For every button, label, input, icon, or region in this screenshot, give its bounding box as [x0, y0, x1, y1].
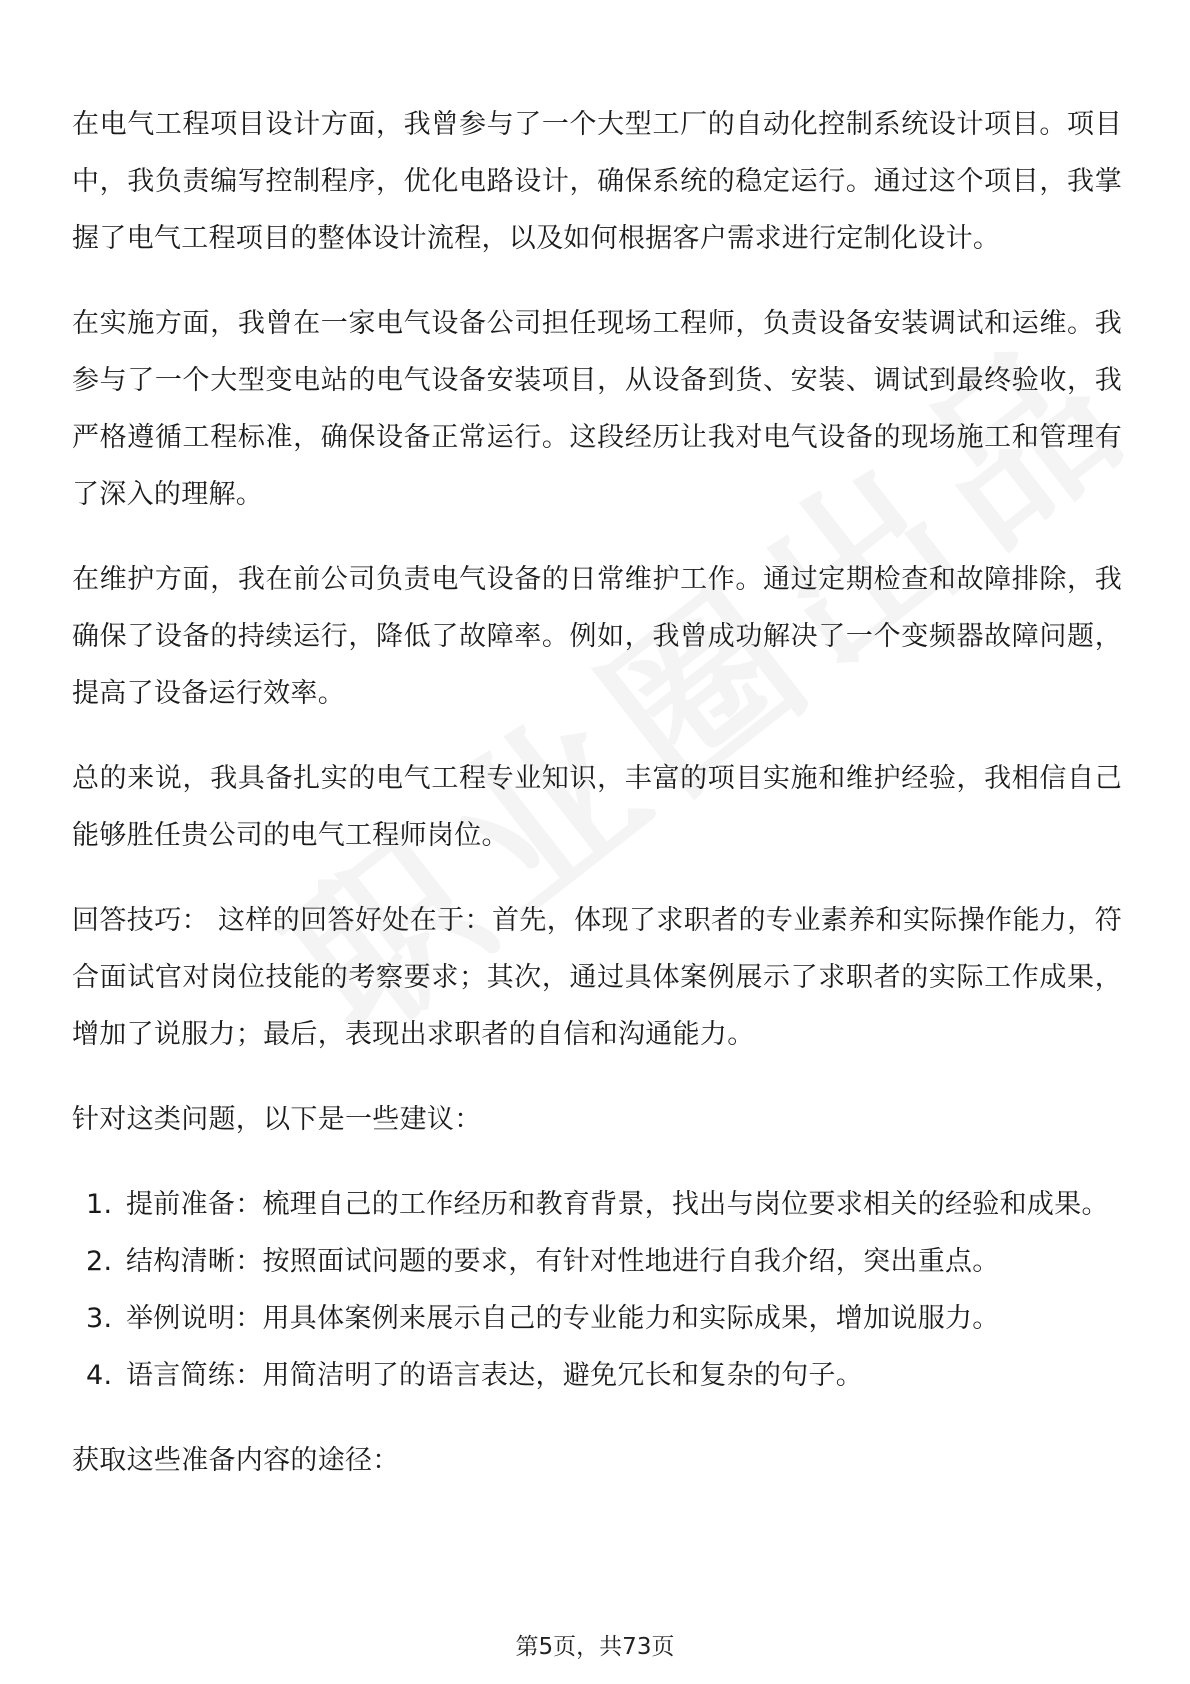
suggestion-list	[72, 1176, 1122, 1404]
list-item	[72, 1347, 1122, 1404]
list-item-number: 4.	[86, 1360, 113, 1391]
list-item	[72, 1176, 1122, 1233]
paragraph-closing: 获取这些准备内容的途径：	[72, 1445, 400, 1476]
paragraph-suggestions-intro: 针对这类问题，以下是一些建议：	[72, 1104, 482, 1135]
list-item-text: 结构清晰：按照面试问题的要求，有针对性地进行自我介绍，突出重点。	[126, 1246, 1000, 1277]
list-item-text: 语言简练：用简洁明了的语言表达，避免冗长和复杂的句子。	[126, 1360, 864, 1391]
list-item-text: 举例说明：用具体案例来展示自己的专业能力和实际成果，增加说服力。	[126, 1303, 1000, 1334]
list-item	[72, 1233, 1122, 1290]
page-number-footer: 第5页，共73页	[515, 1634, 675, 1660]
paragraph-design: 在电气工程项目设计方面，我曾参与了一个大型工厂的自动化控制系统设计项目。项目中，我负责编写控制程序，优化电路设计，确保系统的稳定运行。通过这个项目，我掌握了电气工程项目的整体设计流程，以及如何根据客户需求进行定制化设计。	[72, 109, 1122, 254]
paragraph-implementation: 在实施方面，我曾在一家电气设备公司担任现场工程师，负责设备安装调试和运维。我参与了一个大型变电站的电气设备安装项目，从设备到货、安装、调试到最终验收，我严格遵循工程标准，确保设备正常运行。这段经历让我对电气设备的现场施工和管理有了深入的理解。	[72, 308, 1122, 510]
list-item-number: 3.	[86, 1303, 113, 1334]
list-item-text: 提前准备：梳理自己的工作经历和教育背景，找出与岗位要求相关的经验和成果。	[126, 1189, 1109, 1220]
list-item-number: 2.	[86, 1246, 113, 1277]
paragraph-answer-tips: 回答技巧： 这样的回答好处在于：首先，体现了求职者的专业素养和实际操作能力，符合面试官对岗位技能的考察要求；其次，通过具体案例展示了求职者的实际工作成果，增加了说服力；最后，表现出求职者的自信和沟通能力。	[72, 905, 1122, 1050]
list-item	[72, 1290, 1122, 1347]
list-item-number: 1.	[86, 1189, 113, 1220]
paragraph-summary: 总的来说，我具备扎实的电气工程专业知识，丰富的项目实施和维护经验，我相信自己能够胜任贵公司的电气工程师岗位。	[72, 763, 1122, 851]
paragraph-maintenance: 在维护方面，我在前公司负责电气设备的日常维护工作。通过定期检查和故障排除，我确保了设备的持续运行，降低了故障率。例如，我曾成功解决了一个变频器故障问题，提高了设备运行效率。	[72, 564, 1122, 709]
page-content	[72, 96, 1122, 1517]
